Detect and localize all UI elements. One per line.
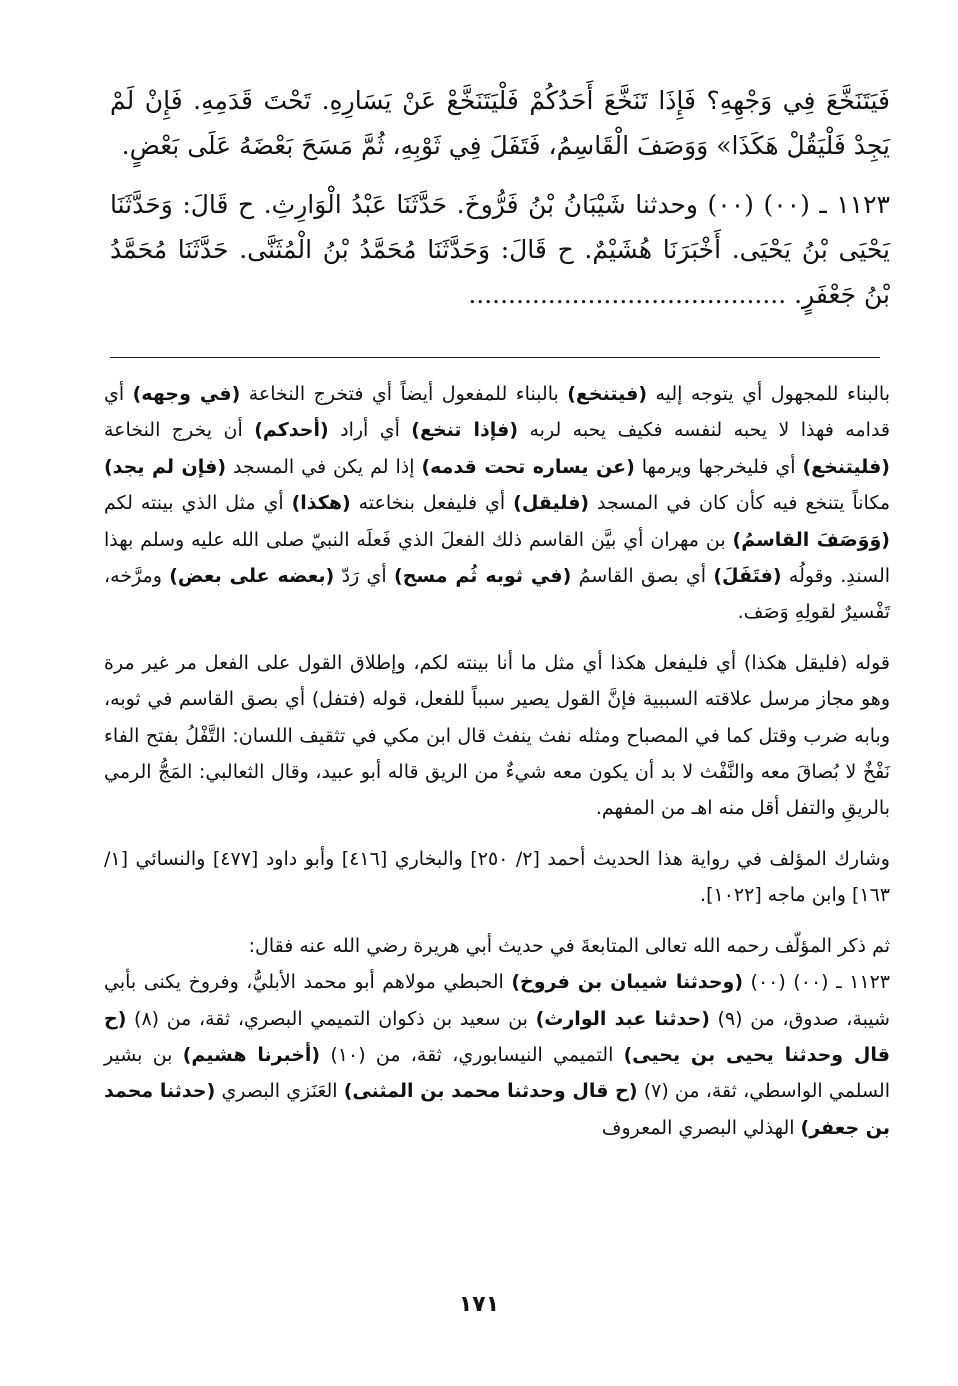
commentary-text-run: بن مهران أي بيَّن القاسم ذلك الفعلَ الذي فَعلَه النبيّ صلى الله عليه وسلم بهذا السندِ. وقولُه bbox=[104, 528, 891, 588]
commentary-text-run: التميمي النيسابوري، ثقة، من (١٠) bbox=[320, 1043, 624, 1066]
commentary-paragraph-4 bbox=[104, 928, 890, 964]
bold-quoted-phrase: (ح قال وحدثنا محمد بن المثنى) bbox=[343, 1080, 638, 1103]
bold-quoted-phrase: (أحدكم) bbox=[254, 419, 329, 442]
hadith-text-block bbox=[110, 78, 890, 317]
bold-quoted-phrase: (هكذا) bbox=[291, 492, 351, 515]
commentary-text-run: الحبطي مولاهم أبو محمد الأبليُّ، وفروخ يكنى بأبي شيبة، صدوق، من (٩) bbox=[104, 971, 890, 1030]
bold-quoted-phrase: (فتَفَلَ) bbox=[713, 565, 782, 588]
commentary-text-run: ومرَّخه، تَفْسيرٌ لقولِهِ وَصَف. bbox=[104, 565, 890, 624]
commentary-text-run: بن بشير السلمي الواسطي، ثقة، من (٧) bbox=[104, 1043, 890, 1103]
commentary-text-run: أن يخرج النخاعة bbox=[104, 419, 255, 442]
page-number: ١٧١ bbox=[458, 1292, 500, 1317]
commentary-text-run: وشارك المؤلف في رواية هذا الحديث أحمد [٢/ ٢٥٠] والبخاري [٤١٦] وأبو داود [٤٧٧] والنسائي [١/ ١٦٣] وابن ماجه [١٠٢٢]. bbox=[104, 847, 890, 907]
dotted-continuation: ........................................ bbox=[468, 280, 787, 309]
commentary-text-run: أي رَدّ bbox=[334, 565, 395, 588]
commentary-text-run: ١١٢٣ ـ (٠٠) (٠٠) bbox=[743, 971, 891, 994]
commentary-text-run: أي فليخرجها ويرمها bbox=[634, 455, 803, 478]
commentary-text-run: أي فليفعل بنخاعته bbox=[350, 492, 514, 515]
hadith-chain-text: ١١٢٣ ـ (٠٠) (٠٠) وحدثنا شَيْبَانُ بْنُ فَرُّوخَ. حَدَّثَنَا عَبْدُ الْوَارِثِ. ح قَالَ: وَحَدَّثَنَا يَحْيَى بْنُ يَحْيَى. أَخْبَرَنَا هُشَيْمٌ. ح قَالَ: وَحَدَّثَنَا مُحَمَّدُ بْنُ الْمُثَنَّى. حَدَّثَنَا مُحَمَّدُ بْنُ جَعْفَرٍ. bbox=[110, 190, 890, 309]
commentary-text-run: مكاناً يتنخع فيه كأن كان في المسجد bbox=[589, 492, 890, 515]
bold-quoted-phrase: (حدثنا محمد بن جعفر) bbox=[104, 1080, 890, 1139]
bold-quoted-phrase: (حدثنا عبد الوارث) bbox=[535, 1007, 710, 1030]
commentary-text-run: أي أراد bbox=[328, 419, 412, 442]
hadith-paragraph-1: فَيَتَنَخَّعَ فِي وَجْهِهِ؟ فَإِذَا تَنَخَّعَ أَحَدُكُمْ فَلْيَتَنَخَّعْ عَنْ يَسَارِهِ. تَحْتَ قَدَمِهِ. فَإِنْ لَمْ يَجِدْ فَلْيَقُلْ هَكَذَا» وَوَصَفَ الْقَاسِمُ، فَتَفَلَ فِي ثَوْبِهِ، ثُمَّ مَسَحَ بَعْضَهُ عَلَى بَعْضٍ. bbox=[110, 86, 890, 160]
bold-quoted-phrase: (فإذا تنخع) bbox=[411, 419, 519, 442]
commentary-text-run: ثم ذكر المؤلّف رحمه الله تعالى المتابعةَ في حديث أبي هريرة رضي الله عنه فقال: bbox=[248, 934, 890, 957]
bold-quoted-phrase: (وَوَصَفَ القاسمُ) bbox=[732, 528, 890, 551]
commentary-text-run: أي قدامه فهذا لا يحبه لنفسه فكيف يحبه لربه bbox=[104, 383, 890, 442]
bold-quoted-phrase: (أخبرنا هشيم) bbox=[182, 1043, 321, 1066]
commentary-block bbox=[104, 376, 890, 1146]
footnote-separator-line bbox=[110, 357, 880, 358]
hadith-paragraph-2 bbox=[110, 182, 890, 317]
commentary-text-run: العَنَزي البصري bbox=[215, 1080, 344, 1103]
bold-quoted-phrase: (ح قال وحدثنا يحيى بن يحيى) bbox=[104, 1007, 890, 1066]
commentary-text-run: قوله (فليقل هكذا) أي فليفعل هكذا أي مثل ما أنا بينته لكم، وإطلاق القول على الفعل مر غير مرة وهو مجاز مرسل علاقته السببية فإنَّ القول يصير سبباً للفعل، قوله (فتفل) أي بصق القاسم في ثوبه، وبابه ضرب وقتل كما في المصباح ومثله نفث ينفث قال ابن مكي في تثقيف اللسان: التَّفْلُ بفتح الفاء نَفْخٌ لا بُصاقَ معه والنَّفْث لا بد أن يكون معه شيءٌ من الريق قاله أبو عبيد، وقال الثعالبي: المَجُّ الرمي بالريقِ والتفل أقل منه اهـ من المفهم. bbox=[104, 651, 890, 820]
commentary-paragraph-1 bbox=[104, 376, 890, 631]
commentary-text-run: بالبناء للمجهول أي يتوجه إليه bbox=[647, 383, 890, 405]
bold-quoted-phrase: (فليتنخع) bbox=[802, 455, 890, 478]
bold-quoted-phrase: (وحدثنا شيبان بن فروخ) bbox=[511, 971, 744, 994]
bold-quoted-phrase: (في ثوبه ثُم مسح) bbox=[394, 565, 572, 588]
commentary-text-run: بن سعيد بن ذكوان التميمي البصري، ثقة، من (٨) bbox=[126, 1007, 536, 1030]
bold-quoted-phrase: (في وجهه) bbox=[132, 383, 241, 405]
commentary-text-run: بالبناء للمفعول أيضاً أي فتخرج النخاعة bbox=[240, 383, 568, 405]
bold-quoted-phrase: (فيتنخع) bbox=[567, 383, 647, 405]
bold-quoted-phrase: (عن يساره تحت قدمه) bbox=[421, 455, 635, 478]
commentary-text-run: أي مثل الذي بينته لكم bbox=[104, 492, 292, 515]
commentary-text-run: إذا لم يكن في المسجد bbox=[226, 455, 422, 478]
commentary-paragraph-2 bbox=[104, 645, 890, 827]
bold-quoted-phrase: (فإن لم يجد) bbox=[104, 455, 227, 478]
bold-quoted-phrase: (بعضه على بعض) bbox=[169, 565, 335, 588]
commentary-paragraph-5 bbox=[104, 964, 890, 1146]
bold-quoted-phrase: (فليقل) bbox=[513, 492, 590, 515]
commentary-paragraph-3 bbox=[104, 841, 890, 914]
commentary-text-run: أي بصق القاسمُ bbox=[571, 565, 714, 588]
commentary-text-run: الهذلي البصري المعروف bbox=[601, 1116, 801, 1139]
